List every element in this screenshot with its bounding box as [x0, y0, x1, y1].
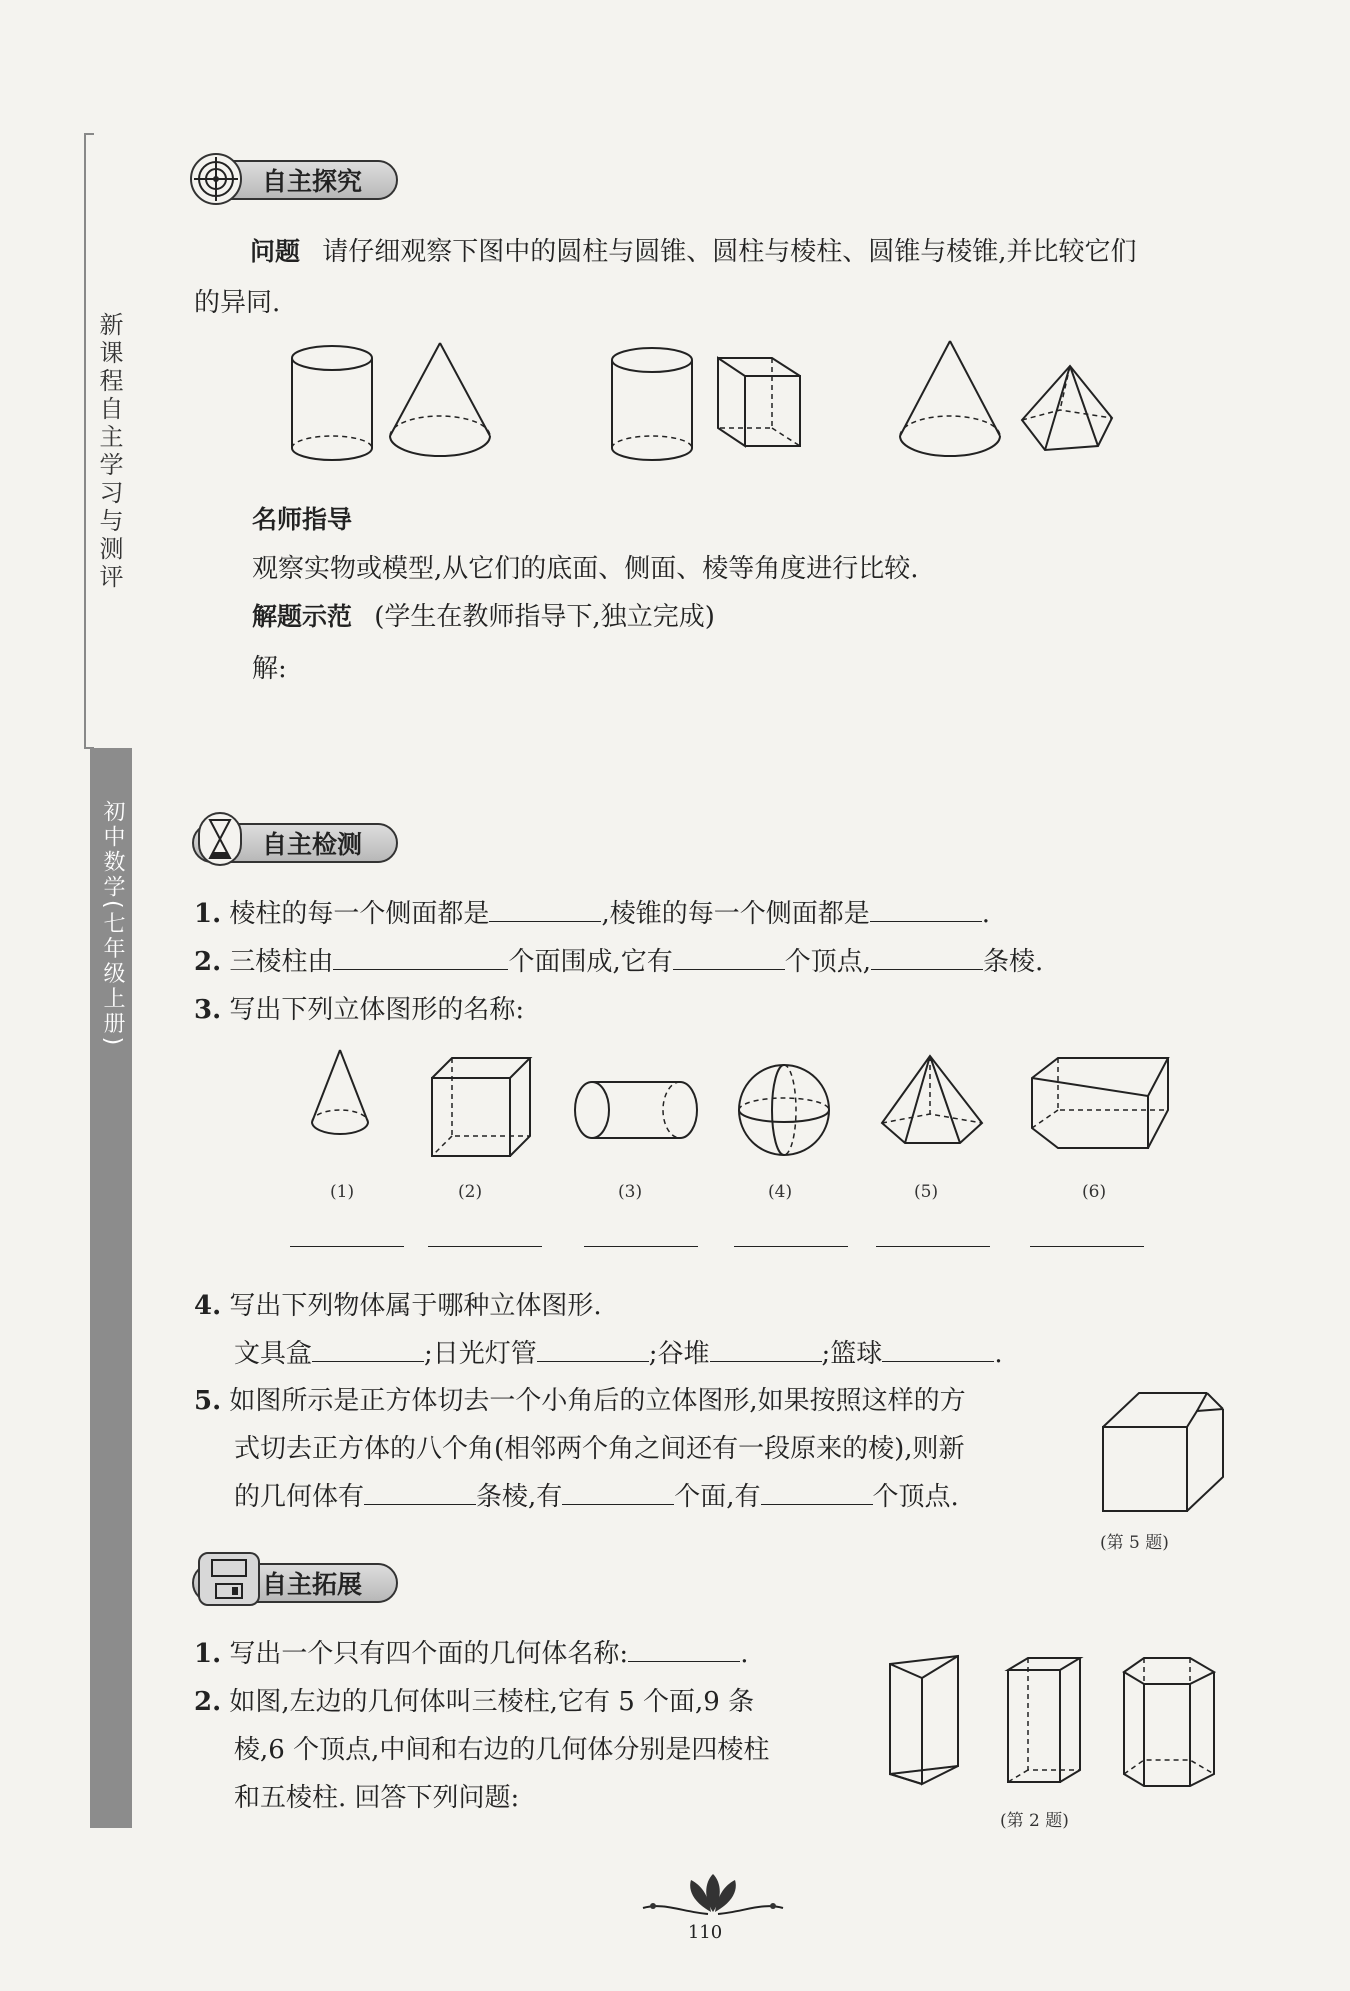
leaf-ornament-icon — [633, 1872, 793, 1922]
q5-text-c: 个面,有 — [674, 1482, 761, 1512]
q4-item-end: . — [994, 1339, 1003, 1369]
q5-text-a: 的几何体有 — [234, 1482, 365, 1512]
demo-text: (学生在教师指导下,独立完成) — [374, 602, 715, 632]
question-line-2: 的异同. — [194, 288, 281, 318]
q3-caption-1: (1) — [330, 1182, 355, 1202]
q3-caption-2: (2) — [458, 1182, 483, 1202]
check-q1-number: 1. — [194, 899, 222, 929]
extend-q2-caption: (第 2 题) — [1000, 1811, 1069, 1831]
check-q1-text-b: ,棱锥的每一个侧面都是 — [601, 899, 870, 929]
check-banner: 自主检测 — [192, 823, 398, 863]
check-q4-number: 4. — [194, 1291, 222, 1321]
q3-answer-blank-4[interactable] — [734, 1246, 848, 1247]
check-q2-blank-3[interactable] — [871, 945, 983, 970]
q5-caption: (第 5 题) — [1100, 1533, 1169, 1553]
triangular-prism-figure — [890, 1656, 958, 1784]
pentagonal-prism-figure — [1124, 1658, 1214, 1786]
q3-cone-figure — [312, 1050, 368, 1134]
guide-text: 观察实物或模型,从它们的底面、侧面、棱等角度进行比较. — [252, 554, 919, 584]
check-q3-figures — [0, 1048, 1200, 1158]
explore-banner: 自主探究 — [192, 160, 398, 200]
check-q3-number: 3. — [194, 995, 222, 1025]
q5-text-d: 个顶点. — [872, 1482, 959, 1512]
q3-answer-blank-3[interactable] — [584, 1246, 698, 1247]
extend-q2-line-1: 如图,左边的几何体叫三棱柱,它有 5 个面,9 条 — [229, 1687, 755, 1717]
extend-q2-line-3: 和五棱柱. 回答下列问题: — [234, 1783, 520, 1813]
check-q1-blank-2[interactable] — [870, 897, 982, 922]
quadrilateral-prism-figure — [1008, 1658, 1080, 1782]
check-q4-text: 写出下列物体属于哪种立体图形. — [229, 1291, 602, 1321]
check-q2-text-c: 个顶点, — [784, 947, 871, 977]
check-q2-number: 2. — [194, 947, 222, 977]
hourglass-icon — [198, 812, 242, 866]
check-q3-text: 写出下列立体图形的名称: — [229, 995, 525, 1025]
check-q2-text-d: 条棱. — [982, 947, 1044, 977]
page-number: 110 — [687, 1922, 723, 1943]
q3-caption-6: (6) — [1082, 1182, 1107, 1202]
q5-blank-3[interactable] — [761, 1480, 873, 1505]
extend-q2-line-2: 棱,6 个顶点,中间和右边的几何体分别是四棱柱 — [234, 1735, 770, 1765]
q3-cylinder-figure — [575, 1082, 697, 1138]
q4-item-box: 文具盒 — [234, 1339, 313, 1369]
extend-q1-end: . — [740, 1639, 749, 1669]
demo-label: 解题示范 — [252, 602, 353, 631]
q4-item-tube: ;日光灯管 — [424, 1339, 537, 1369]
extend-q1-text: 写出一个只有四个面的几何体名称: — [229, 1639, 629, 1669]
q5-cut-cube-figure — [1095, 1385, 1245, 1515]
q4-blank-1[interactable] — [312, 1337, 424, 1362]
q3-prism-figure — [1032, 1058, 1168, 1148]
q5-blank-1[interactable] — [364, 1480, 476, 1505]
cylinder-figure-2 — [612, 348, 692, 460]
q4-blank-2[interactable] — [537, 1337, 649, 1362]
cone-figure-1 — [390, 343, 490, 456]
q3-caption-3: (3) — [618, 1182, 643, 1202]
extend-q1-blank[interactable] — [628, 1637, 740, 1662]
cone-figure-2 — [900, 341, 1000, 456]
q4-item-grain: ;谷堆 — [648, 1339, 710, 1369]
check-q2-blank-1[interactable] — [333, 945, 508, 970]
q3-answer-blank-2[interactable] — [428, 1246, 542, 1247]
disk-icon — [198, 1552, 260, 1606]
guide-label: 名师指导 — [252, 505, 353, 534]
pyramid-figure-1 — [1022, 366, 1112, 450]
check-q2-text-a: 三棱柱由 — [229, 947, 334, 977]
question-line-1: 请仔细观察下图中的圆柱与圆锥、圆柱与棱柱、圆锥与棱锥,并比较它们 — [322, 237, 1137, 267]
extend-q1-number: 1. — [194, 1639, 222, 1669]
check-q1-text-c: . — [981, 899, 990, 929]
explore-figures — [0, 338, 1120, 478]
q5-blank-2[interactable] — [562, 1480, 674, 1505]
extend-banner: 自主拓展 — [192, 1563, 398, 1603]
q3-sphere-figure — [739, 1065, 829, 1155]
q4-blank-3[interactable] — [710, 1337, 822, 1362]
target-icon — [190, 153, 242, 205]
check-q2-blank-2[interactable] — [673, 945, 785, 970]
q3-answer-blank-6[interactable] — [1030, 1246, 1144, 1247]
cylinder-figure-1 — [292, 346, 372, 460]
sidebar-book-title: 新课程自主学习与测评 — [95, 312, 123, 592]
prism-figure-1 — [718, 358, 800, 446]
q3-cube-figure — [432, 1058, 530, 1156]
q4-item-ball: ;篮球 — [821, 1339, 883, 1369]
q3-caption-4: (4) — [768, 1182, 793, 1202]
sidebar-subject: 初中数学(七年级上册) — [100, 800, 125, 1049]
q3-pyramid-figure — [882, 1056, 982, 1143]
check-q5-line-1: 如图所示是正方体切去一个小角后的立体图形,如果按照这样的方 — [229, 1386, 966, 1416]
extend-q2-prism-figures — [880, 1650, 1280, 1795]
answer-label: 解: — [252, 654, 287, 684]
check-q2-text-b: 个面围成,它有 — [508, 947, 673, 977]
q4-blank-4[interactable] — [882, 1337, 994, 1362]
q3-answer-blank-1[interactable] — [290, 1246, 404, 1247]
check-q1-blank-1[interactable] — [489, 897, 601, 922]
check-q1-text-a: 棱柱的每一个侧面都是 — [229, 899, 490, 929]
q3-caption-5: (5) — [914, 1182, 939, 1202]
q5-text-b: 条棱,有 — [476, 1482, 563, 1512]
q3-answer-blank-5[interactable] — [876, 1246, 990, 1247]
question-label: 问题 — [250, 237, 301, 266]
check-q5-number: 5. — [194, 1386, 222, 1416]
check-q5-line-2: 式切去正方体的八个角(相邻两个角之间还有一段原来的棱),则新 — [234, 1434, 965, 1464]
extend-q2-number: 2. — [194, 1687, 222, 1717]
